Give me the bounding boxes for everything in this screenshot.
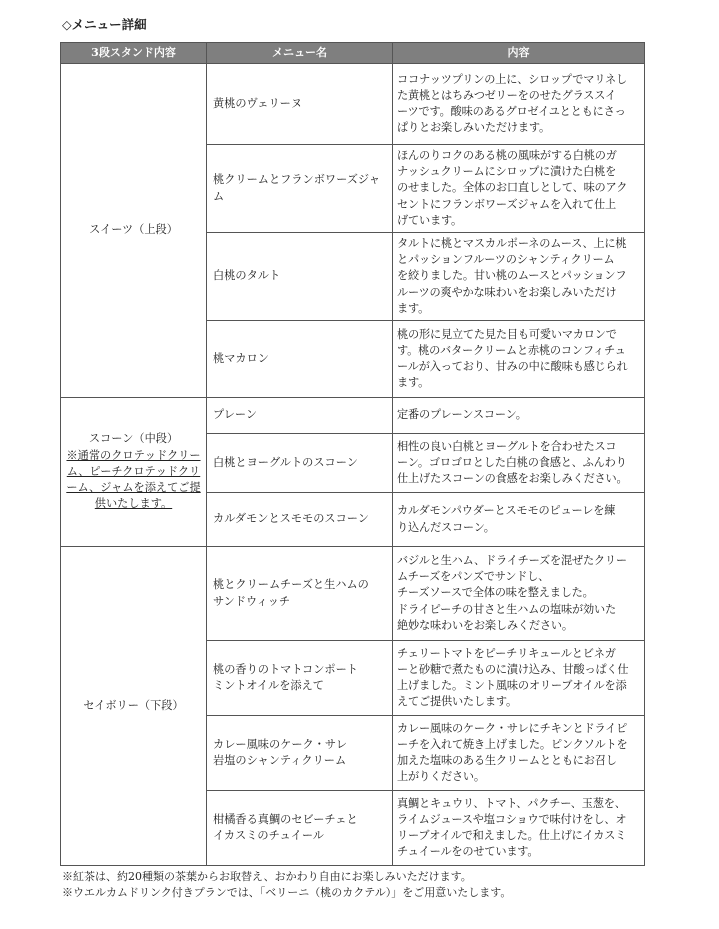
section-title: ◇メニュー詳細	[62, 17, 147, 32]
menu-name: 白桃のタルト	[207, 233, 393, 321]
menu-desc: 定番のプレーンスコーン。	[393, 398, 645, 434]
menu-desc: ほんのりコクのある桃の風味がする白桃のガ ナッシュクリームにシロップに漬けた白桃を のせました。全体のお口直しとして、味のアク セントにフランボワーズジャムを入れて仕上 げています。	[393, 145, 645, 233]
menu-name: 桃マカロン	[207, 321, 393, 398]
footnote-tea: ※紅茶は、約20種類の茶葉からお取替え、おかわり自由にお楽しみいただけます。	[62, 870, 472, 883]
menu-name: 柑橘香る真鯛のセビーチェと イカスミのチュイール	[207, 791, 393, 866]
menu-desc: 相性の良い白桃とヨーグルトを合わせたスコ ーン。ゴロゴロとした白桃の食感と、ふんわり 仕上げたスコーンの食感をお楽しみください。	[393, 434, 645, 493]
header-menu-name: メニュー名	[207, 43, 393, 64]
table-row	[61, 547, 645, 641]
category-sweets: スイーツ（上段）	[61, 64, 207, 398]
scones-note: ※通常のクロテッドクリー ム、ピーチクロテッドクリ ーム、ジャムを添えてご提 供いたします。	[66, 448, 201, 511]
header-content: 内容	[393, 43, 645, 64]
menu-desc: ココナッツプリンの上に、シロップでマリネし た黄桃とはちみつゼリーをのせたグラススイ ーツです。酸味のあるグロゼイユとともにさっ ぱりとお楽しみいただけます。	[393, 64, 645, 145]
menu-desc: タルトに桃とマスカルポーネのムース、上に桃 とパッションフルーツのシャンティクリーム を絞りました。甘い桃のムースとパッションフ ルーツの爽やかな味わいをお楽しみいただけ ます。	[393, 233, 645, 321]
menu-table	[60, 42, 645, 866]
menu-name: 白桃とヨーグルトのスコーン	[207, 434, 393, 493]
category-scones-label: スコーン（中段）	[88, 432, 179, 446]
menu-desc: 桃の形に見立てた見た目も可愛いマカロンで す。桃のバタークリームと赤桃のコンフィチュ ールが入っており、甘みの中に酸味も感じられ ます。	[393, 321, 645, 398]
menu-name: カレー風味のケーク・サレ 岩塩のシャンティクリーム	[207, 716, 393, 791]
header-stand: 3段スタンド内容	[61, 43, 207, 64]
menu-name: 桃クリームとフランボワーズジャ ム	[207, 145, 393, 233]
footnote-welcome-drink: ※ウエルカムドリンク付きプランでは、「ベリーニ（桃のカクテル）」をご用意いたします。	[62, 886, 512, 899]
menu-name: 桃とクリームチーズと生ハムの サンドウィッチ	[207, 547, 393, 641]
menu-desc: カレー風味のケーク・サレにチキンとドライピ ーチを入れて焼き上げました。ピンクソルトを 加えた塩味のある生クリームとともにお召し 上がりください。	[393, 716, 645, 791]
table-row	[61, 398, 645, 434]
menu-desc: バジルと生ハム、ドライチーズを混ぜたクリー ムチーズをパンズでサンドし、 チーズソースで全体の味を整えました。 ドライピーチの甘さと生ハムの塩味が効いた 絶妙な味わいをお楽しみください。	[393, 547, 645, 641]
table-row	[61, 64, 645, 145]
menu-desc: チェリートマトをピーチリキュールとビネガ ーと砂糖で煮たものに漬け込み、甘酸っぱく仕 上げました。ミント風味のオリーブオイルを添 えてご提供いたします。	[393, 641, 645, 716]
menu-name: 黄桃のヴェリーヌ	[207, 64, 393, 145]
menu-desc: 真鯛とキュウリ、トマト、パクチー、玉葱を、 ライムジュースや塩コショウで味付けをし、オ リーブオイルで和えました。仕上げにイカスミ チュイールをのせています。	[393, 791, 645, 866]
menu-desc: カルダモンパウダーとスモモのピューレを練 り込んだスコーン。	[393, 493, 645, 547]
menu-name: プレーン	[207, 398, 393, 434]
category-scones	[61, 398, 207, 547]
menu-name: 桃の香りのトマトコンポート ミントオイルを添えて	[207, 641, 393, 716]
menu-name: カルダモンとスモモのスコーン	[207, 493, 393, 547]
table-header	[61, 43, 645, 64]
category-savory: セイボリー（下段）	[61, 547, 207, 866]
